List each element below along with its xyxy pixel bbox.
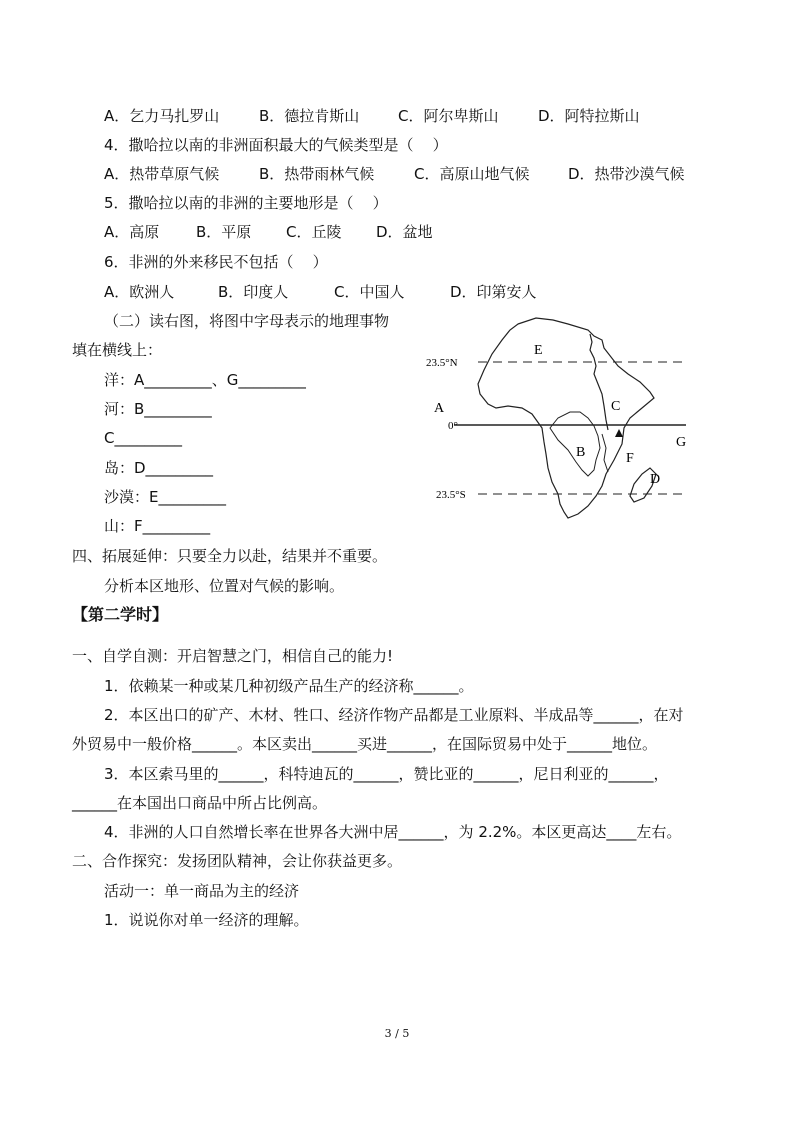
q4-option-c: C．高原山地气候 bbox=[414, 165, 530, 183]
q4-option-b: B．热带雨林气候 bbox=[259, 165, 375, 183]
river-c-blank: C_________ bbox=[104, 429, 182, 447]
map-label-c: C bbox=[611, 399, 621, 414]
desert-blank: 沙漠：E_________ bbox=[104, 488, 226, 506]
q6-option-a: A．欧洲人 bbox=[104, 283, 175, 301]
q5-option-d: D．盆地 bbox=[376, 223, 433, 241]
coop-title: 二、合作探究：发扬团队精神，会让你获益更多。 bbox=[72, 852, 403, 870]
q3-option-b: B．德拉肯斯山 bbox=[259, 107, 360, 125]
map-label-equator: 0° bbox=[448, 420, 458, 432]
kilimanjaro-triangle bbox=[615, 429, 623, 437]
page-number: 3 / 5 bbox=[384, 1027, 410, 1040]
map-label-b: B bbox=[576, 445, 586, 460]
q4-option-a: A．热带草原气候 bbox=[104, 165, 220, 183]
map-label-g: G bbox=[676, 435, 687, 450]
map-label-f: F bbox=[626, 451, 634, 466]
selftest-title: 一、自学自测：开启智慧之门，相信自己的能力! bbox=[72, 647, 394, 665]
river-b-blank: 河：B_________ bbox=[104, 400, 212, 418]
activity1-q1: 1．说说你对单一经济的理解。 bbox=[104, 911, 309, 929]
africa-map bbox=[418, 310, 694, 528]
question-4: 4．撒哈拉以南的非洲面积最大的气候类型是（ ） bbox=[104, 136, 448, 154]
nile-river bbox=[590, 334, 608, 430]
q5-option-b: B．平原 bbox=[196, 223, 252, 241]
q6-option-d: D．印第安人 bbox=[450, 283, 537, 301]
mountain-blank: 山：F_________ bbox=[104, 517, 211, 535]
section4-title: 四、拓展延伸：只要全力以赴，结果并不重要。 bbox=[72, 547, 388, 565]
selftest-q3-line1: 3．本区索马里的______，科特迪瓦的______，赞比亚的______，尼日利亚的______， bbox=[104, 765, 669, 783]
section4-task: 分析本区地形、位置对气候的影响。 bbox=[104, 577, 345, 595]
lesson2-header: 【第二学时】 bbox=[72, 605, 169, 624]
map-label-d: D bbox=[650, 472, 661, 487]
map-label-23s: 23.5°S bbox=[436, 489, 466, 501]
africa-outline bbox=[478, 318, 654, 518]
selftest-q4: 4．非洲的人口自然增长率在世界各大洲中居______，为 2.2%。本区更高达____左右。 bbox=[104, 823, 682, 841]
q5-option-c: C．丘陵 bbox=[286, 223, 342, 241]
map-intro-line2: 填在横线上： bbox=[72, 341, 163, 359]
map-label-e: E bbox=[534, 343, 543, 358]
question-5: 5．撒哈拉以南的非洲的主要地形是（ ） bbox=[104, 194, 388, 212]
congo-basin bbox=[550, 412, 600, 476]
ocean-blanks: 洋：A_________、G_________ bbox=[104, 371, 306, 389]
map-intro-line1: （二）读右图，将图中字母表示的地理事物 bbox=[104, 312, 390, 330]
q4-option-d: D．热带沙漠气候 bbox=[568, 165, 685, 183]
selftest-q2-line1: 2．本区出口的矿产、木材、牲口、经济作物产品都是工业原料、半成品等______，在对 bbox=[104, 706, 684, 724]
map-label-a: A bbox=[434, 401, 445, 416]
rift-lakes bbox=[602, 434, 608, 472]
q3-option-d: D．阿特拉斯山 bbox=[538, 107, 640, 125]
selftest-q3-line2: ______在本国出口商品中所占比例高。 bbox=[72, 794, 328, 812]
q6-option-b: B．印度人 bbox=[218, 283, 289, 301]
selftest-q2-line2: 外贸易中一般价格______。本区卖出______买进______，在国际贸易中处于______地位。 bbox=[72, 735, 658, 753]
q5-option-a: A．高原 bbox=[104, 223, 160, 241]
activity1-title: 活动一：单一商品为主的经济 bbox=[104, 882, 300, 900]
q3-option-a: A．乞力马扎罗山 bbox=[104, 107, 220, 125]
selftest-q1: 1．依赖某一种或某几种初级产品生产的经济称______。 bbox=[104, 677, 474, 695]
map-label-23n: 23.5°N bbox=[426, 357, 458, 369]
island-blank: 岛：D_________ bbox=[104, 459, 214, 477]
q6-option-c: C．中国人 bbox=[334, 283, 405, 301]
question-6: 6．非洲的外来移民不包括（ ） bbox=[104, 253, 328, 271]
q3-option-c: C．阿尔卑斯山 bbox=[398, 107, 499, 125]
